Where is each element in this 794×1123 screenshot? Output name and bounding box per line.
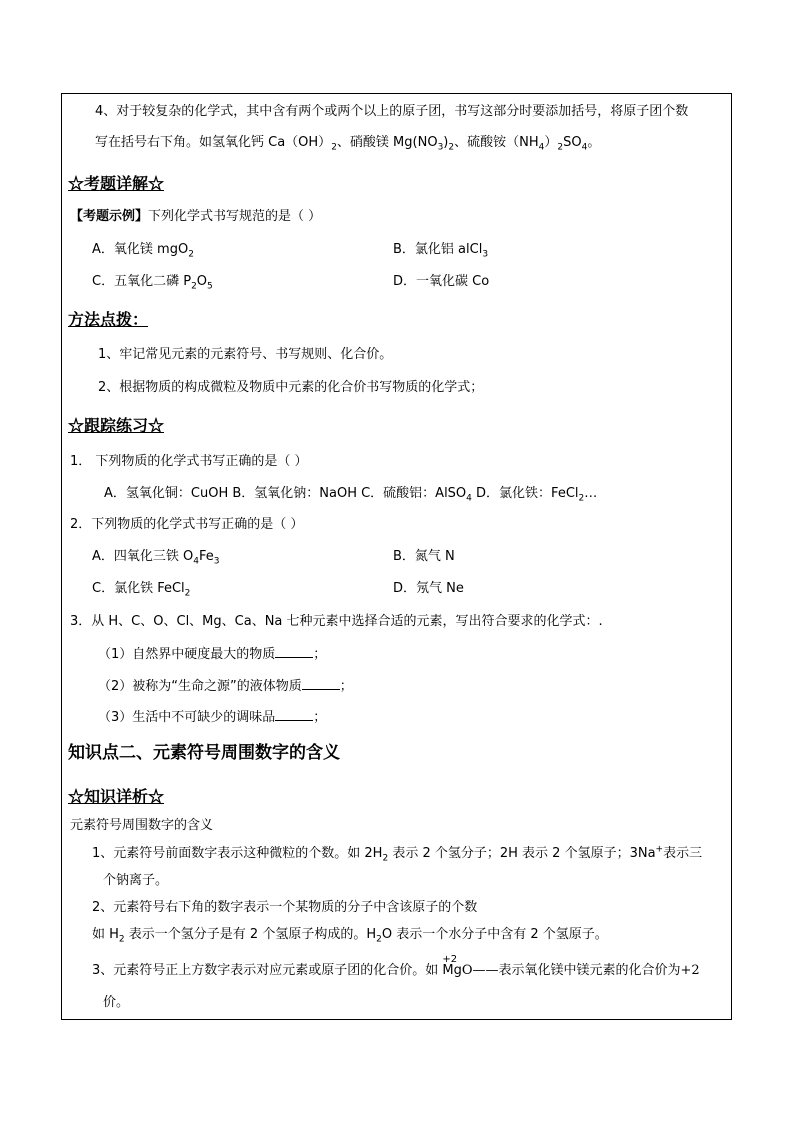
rule-3-line-1: 3、元素符号正上方数字表示对应元素或原子团的化合价。如 +2 MgO——表示氧化镁中镁元素的化合价为+2	[92, 954, 700, 978]
rule-1-line-2: 个钠离子。	[103, 873, 169, 888]
question-1-options: A．氢氧化铜：CuOH B．氢氧化钠：NaOH C．硫酸铝：AlSO$_4$ D．氯化铁：FeCl$_2$…	[104, 486, 598, 504]
kaoti-example: 【考题示例】下列化学式书写规范的是（ ）	[70, 209, 322, 224]
fangfa-point-1: 1、牢记常见元素的元素符号、书写规则、化合价。	[98, 347, 393, 362]
fangfa-point-2: 2、根据物质的构成微粒及物质中元素的化合价书写物质的化学式；	[98, 380, 484, 395]
kaoti-option-b: B．氯化铝 alCl$_3$	[393, 242, 489, 260]
intro-line-2: 写在括号右下角。如氢氧化钙 $Ca(OH)_2$、硝酸镁 $Mg(NO_3)_2$、硫酸铵$(NH_4)_2SO_4$。	[95, 135, 601, 153]
kaoti-heading: ☆考题详解☆	[68, 174, 165, 193]
question-3-item-3: （3）生活中不可缺少的调味品 ；	[98, 710, 327, 725]
rule-3-line-2: 价。	[103, 995, 130, 1010]
genzong-heading: ☆跟踪练习☆	[68, 416, 165, 435]
answer-blank	[275, 645, 313, 658]
answer-blank	[275, 708, 313, 721]
question-2-option-c: C．氯化铁 FeCl$_2$	[92, 581, 191, 599]
kaoti-option-a: A．氧化镁 mgO$_2$	[92, 242, 194, 260]
rule-1-line-1: 1、元素符号前面数字表示这种微粒的个数。如 $2H_2$ 表示 2 个氢分子；2H 表示 2 个氢原子；3Na+表示三	[92, 844, 703, 864]
kaoti-option-d: D．一氧化碳 Co	[393, 274, 490, 289]
question-2: 2．下列物质的化学式书写正确的是（ ）	[70, 517, 304, 532]
question-3-item-1: （1）自然界中硬度最大的物质 ；	[98, 647, 327, 662]
question-3-item-2: （2）被称为“生命之源”的液体物质 ；	[98, 679, 353, 694]
question-1: 1． 下列物质的化学式书写正确的是（ ）	[70, 454, 308, 469]
question-3: 3．从 H、C、O、Cl、Mg、Ca、Na 七种元素中选择合适的元素，写出符合要求的化学式：.	[70, 614, 603, 629]
section-title: 知识点二、元素符号周围数字的含义	[68, 743, 340, 763]
question-2-option-d: D．氖气 Ne	[393, 581, 464, 596]
zhishi-heading: ☆知识详析☆	[68, 787, 165, 806]
question-2-option-a: A．四氧化三铁 $O_4Fe_3$	[92, 549, 220, 567]
fangfa-heading: 方法点拨：	[68, 310, 149, 329]
question-2-option-b: B．氮气 N	[393, 549, 455, 564]
valence-notation: +2 Mg	[442, 954, 462, 978]
kaoti-option-c: C．五氧化二磷 $P_2O_5$	[92, 274, 213, 292]
zhishi-subtitle: 元素符号周围数字的含义	[70, 818, 214, 833]
answer-blank	[302, 677, 340, 690]
rule-2-line-2: 如 $H_2$ 表示一个氢分子是有 2 个氢原子构成的。$H_2O$ 表示一个水分子中含有 2 个氢原子。	[92, 927, 608, 945]
rule-2-line-1: 2、元素符号右下角的数字表示一个某物质的分子中含该原子的个数	[92, 900, 478, 915]
intro-line-1: 4、对于较复杂的化学式，其中含有两个或两个以上的原子团，书写这部分时要添加括号，将原子团个数	[95, 104, 689, 119]
